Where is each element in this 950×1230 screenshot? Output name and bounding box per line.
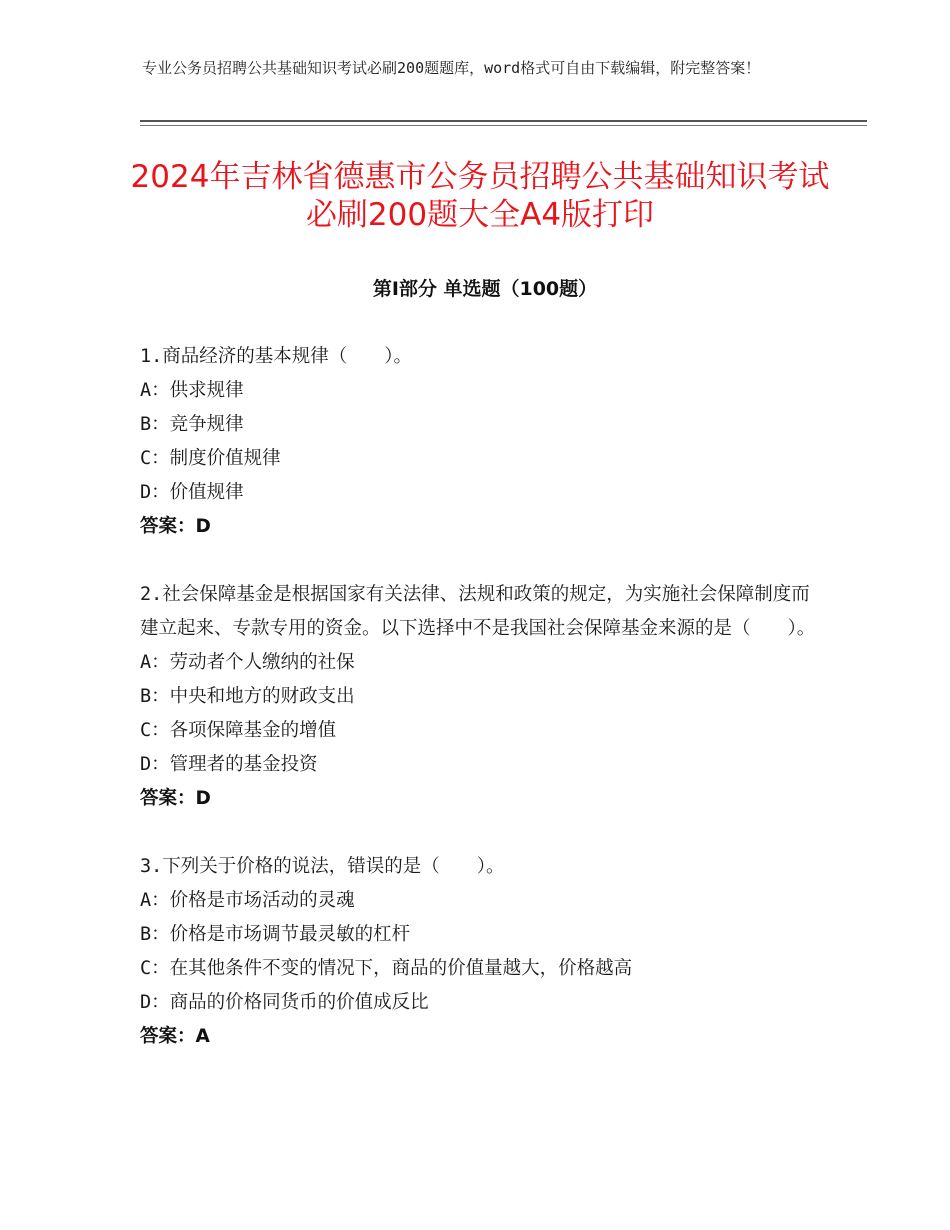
option-b: B：中央和地方的财政支出 [140, 686, 355, 707]
header-note: 专业公务员招聘公共基础知识考试必刷200题题库，word格式可自由下载编辑，附完整答案！ [142, 59, 761, 77]
option-c: C：制度价值规律 [140, 448, 281, 469]
header-divider-thick [140, 120, 867, 122]
option-c: C：在其他条件不变的情况下，商品的价值量越大，价格越高 [140, 958, 633, 979]
option-c: C：各项保障基金的增值 [140, 720, 337, 741]
question-2 [140, 578, 820, 816]
option-a: A：供求规律 [140, 380, 244, 401]
question-stem: 3.下列关于价格的说法，错误的是（ ）。 [140, 856, 505, 877]
question-stem: 2.社会保障基金是根据国家有关法律、法规和政策的规定，为实施社会保障制度而建立起来、专款专用的资金。以下选择中不是我国社会保障基金来源的是（ ）。 [140, 584, 816, 639]
question-1 [140, 340, 820, 544]
question-stem: 1.商品经济的基本规律（ ）。 [140, 346, 413, 367]
answer: 答案：A [140, 1026, 210, 1047]
option-d: D：管理者的基金投资 [140, 754, 318, 775]
question-list [140, 340, 820, 1088]
document-title: 2024年吉林省德惠市公务员招聘公共基础知识考试必刷200题大全A4版打印 [130, 159, 830, 233]
option-b: B：价格是市场调节最灵敏的杠杆 [140, 924, 411, 945]
option-b: B：竞争规律 [140, 414, 244, 435]
question-3 [140, 850, 820, 1054]
option-a: A：劳动者个人缴纳的社保 [140, 652, 355, 673]
header-divider-thin [140, 125, 867, 126]
answer: 答案：D [140, 516, 211, 537]
option-d: D：价值规律 [140, 482, 244, 503]
option-d: D：商品的价格同货币的价值成反比 [140, 992, 429, 1013]
section-heading: 第Ⅰ部分 单选题（100题） [372, 278, 598, 300]
answer: 答案：D [140, 788, 211, 809]
option-a: A：价格是市场活动的灵魂 [140, 890, 355, 911]
